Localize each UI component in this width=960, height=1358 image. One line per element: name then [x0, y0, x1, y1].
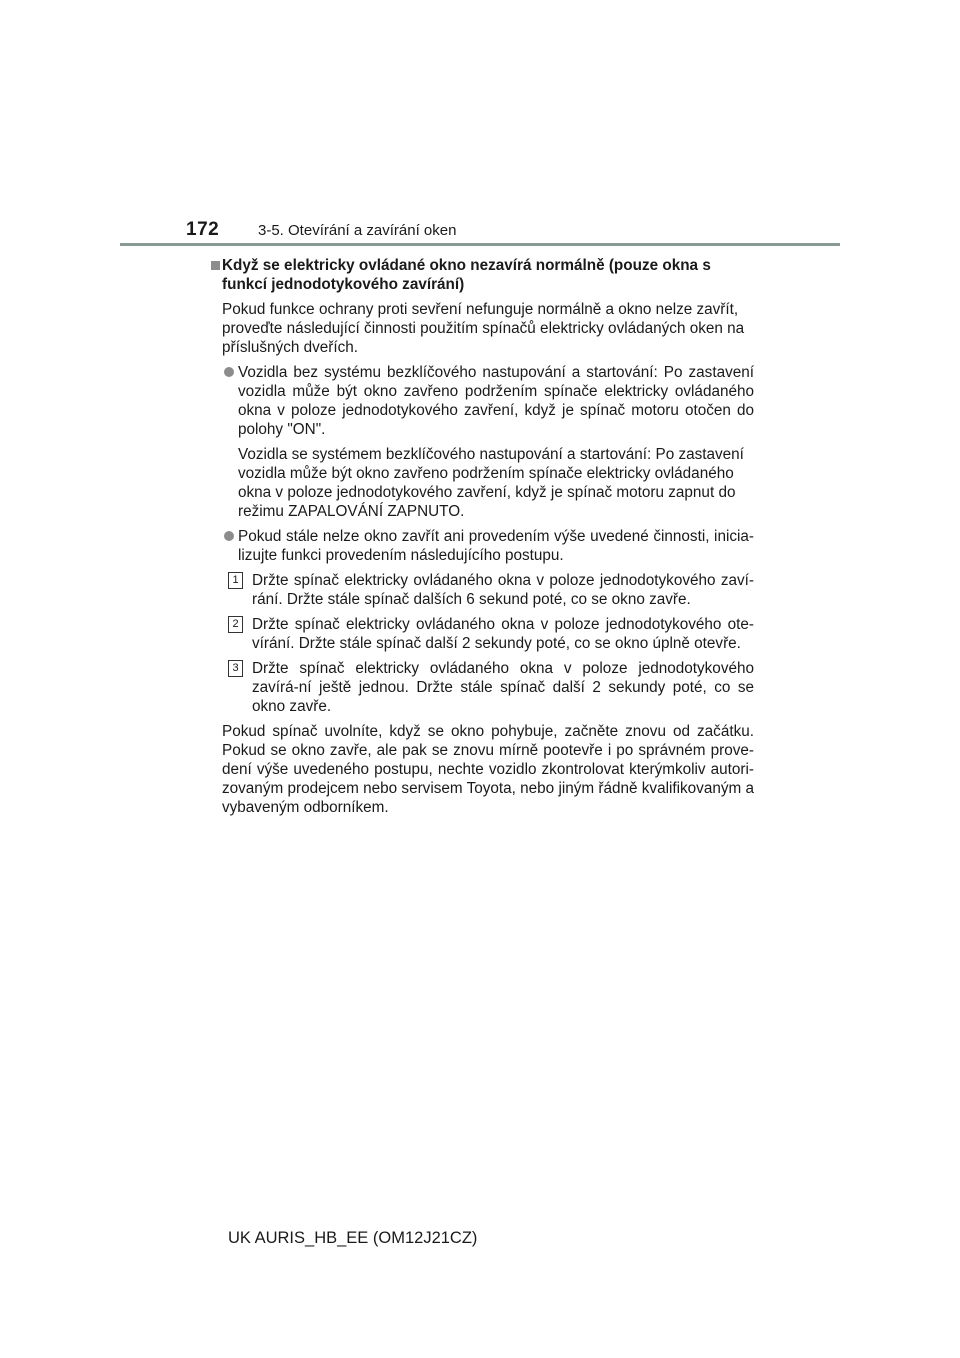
footer-document-code: UK AURIS_HB_EE (OM12J21CZ) [228, 1229, 478, 1247]
square-bullet-icon [211, 261, 220, 270]
step-number-box: 2 [228, 616, 243, 633]
closing-paragraph: Pokud spínač uvolníte, když se okno pohybuje, začněte znovu od začátku. Pokud se okno zavře, ale pak se znovu mírně pootevře i po správném prove-dení výše uvedeného postupu, nechte vozidlo zkontrolovat kterýmkoliv autori-zovaným prodejcem nebo servisem Toyota, nebo jiným řádně kvalifikovaným a vybaveným odborníkem. [222, 723, 754, 816]
step-text: Držte spínač elektricky ovládaného okna v poloze jednodotykového zavírá-ní ještě jednou. Držte stále spínač další 2 sekundy poté, co se okno zavře. [252, 660, 754, 715]
intro-paragraph: Pokud funkce ochrany proti sevření nefunguje normálně a okno nelze zavřít, proveďte následující činnosti použitím spínačů elektricky ovládaných oken na příslušných dveřích. [222, 301, 745, 356]
page-number: 172 [186, 219, 220, 240]
heading-text: Když se elektricky ovládané okno nezavírá normálně (pouze okna s funkcí jednodotykového zavírání) [222, 257, 711, 293]
step-item [211, 615, 754, 653]
circle-bullet-icon [224, 531, 234, 541]
circle-bullet-icon [224, 367, 234, 377]
bullet-item [211, 527, 754, 565]
bullet-text: Vozidla bez systému bezklíčového nastupování a startování: Po zastavení vozidla může být okno zavřeno podržením spínače elektricky ovládaného okna v poloze jednodotykového zavření, když je spínač motoru otočen do polohy "ON". [238, 364, 754, 438]
content-body [211, 256, 754, 817]
bullet-sub-paragraph: Vozidla se systémem bezklíčového nastupování a startování: Po zastavení vozidla může být okno zavřeno podržením spínače elektricky ovládaného okna v poloze jednodotykového zavření, když je spínač motoru zapnut do režimu ZAPALOVÁNÍ ZAPNUTO. [238, 446, 744, 520]
step-number-box: 1 [228, 572, 243, 589]
section-heading [211, 256, 754, 294]
bullet-text: Pokud stále nelze okno zavřít ani provedením výše uvedené činnosti, inicia-lizujte funkci provedením následujícího postupu. [238, 528, 754, 564]
header-divider [120, 243, 840, 246]
step-item [211, 659, 754, 716]
step-number-box: 3 [228, 660, 243, 677]
section-title: 3-5. Otevírání a zavírání oken [258, 222, 457, 239]
step-text: Držte spínač elektricky ovládaného okna v poloze jednodotykového ote-vírání. Držte stále spínač další 2 sekundy poté, co se okno úplně otevře. [252, 616, 754, 652]
step-item [211, 571, 754, 609]
bullet-item [211, 363, 754, 439]
step-text: Držte spínač elektricky ovládaného okna v poloze jednodotykového zaví-rání. Držte stále spínač dalších 6 sekund poté, co se okno zavře. [252, 572, 754, 608]
